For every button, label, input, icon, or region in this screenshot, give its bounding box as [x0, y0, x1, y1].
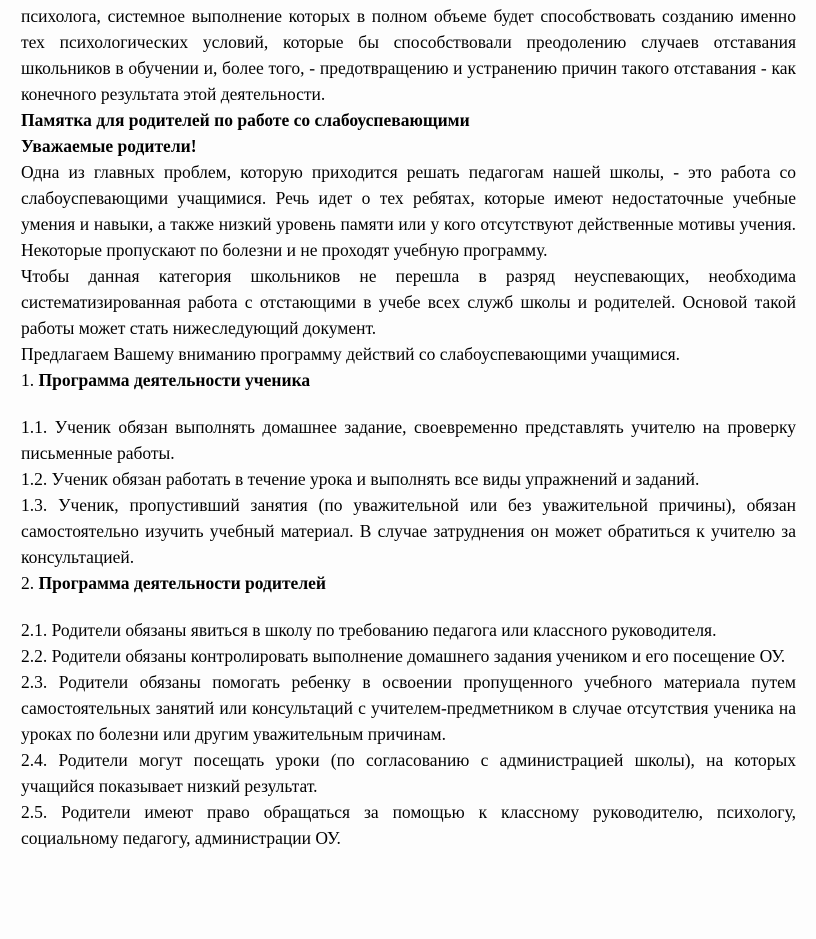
heading-label: Программа деятельности ученика	[38, 370, 311, 390]
heading-number: 1.	[21, 370, 39, 390]
paragraph: 2.2. Родители обязаны контролировать выполнение домашнего задания учеником и его посещение ОУ.	[21, 646, 786, 666]
paragraph: 1.2. Ученик обязан работать в течение урока и выполнять все виды упражнений и заданий.	[21, 469, 700, 489]
paragraph: 2.1. Родители обязаны явиться в школу по требованию педагога или классного руководителя.	[21, 620, 717, 640]
paragraph: Чтобы данная категория школьников не перешла в разряд неуспевающих, необходима систематизированная работа с отстающими в учебе всех служб школы и родителей. Основой такой работы может стать нижеследующий документ.	[21, 266, 796, 338]
paragraph: 1.1. Ученик обязан выполнять домашнее задание, своевременно представлять учителю на проверку письменные работы.	[21, 417, 796, 463]
section-heading: Памятка для родителей по работе со слабоуспевающими	[21, 110, 470, 130]
paragraph: психолога, системное выполнение которых в полном объеме будет способствовать созданию именно тех психологических условий, которые бы способствовали преодолению случаев отставания школьников в обучении и, более того, - предотвращению и устранению причин такого отставания - как конечного результата этой деятельности.	[21, 6, 796, 104]
paragraph: Предлагаем Вашему вниманию программу действий со слабоуспевающими учащимися.	[21, 344, 681, 364]
section-heading	[21, 367, 796, 393]
heading-label: Программа деятельности родителей	[38, 573, 326, 593]
paragraph: 2.5. Родители имеют право обращаться за помощью к классному руководителю, психологу, социальному педагогу, администрации ОУ.	[21, 802, 796, 848]
paragraph: 2.3. Родители обязаны помогать ребенку в освоении пропущенного учебного материала путем самостоятельных занятий или консультаций с учителем-предметником в случае отсутствия ученика на уроках по болезни или другим уважительным причинам.	[21, 672, 796, 744]
paragraph: 2.4. Родители могут посещать уроки (по согласованию с администрацией школы), на которых учащийся показывает низкий результат.	[21, 750, 796, 796]
paragraph: Одна из главных проблем, которую приходится решать педагогам нашей школы, - это работа со слабоуспевающими учащимися. Речь идет о тех ребятах, которые имеют недостаточные учебные умения и навыки, а также низкий уровень памяти или у кого отсутствуют действенные мотивы учения. Некоторые пропускают по болезни и не проходят учебную программу.	[21, 162, 796, 260]
paragraph: 1.3. Ученик, пропустивший занятия (по уважительной или без уважительной причины), обязан самостоятельно изучить учебный материал. В случае затруднения он может обратиться к учителю за консультацией.	[21, 495, 796, 567]
section-heading: Уважаемые родители!	[21, 136, 197, 156]
section-heading	[21, 570, 796, 596]
heading-number: 2.	[21, 573, 39, 593]
